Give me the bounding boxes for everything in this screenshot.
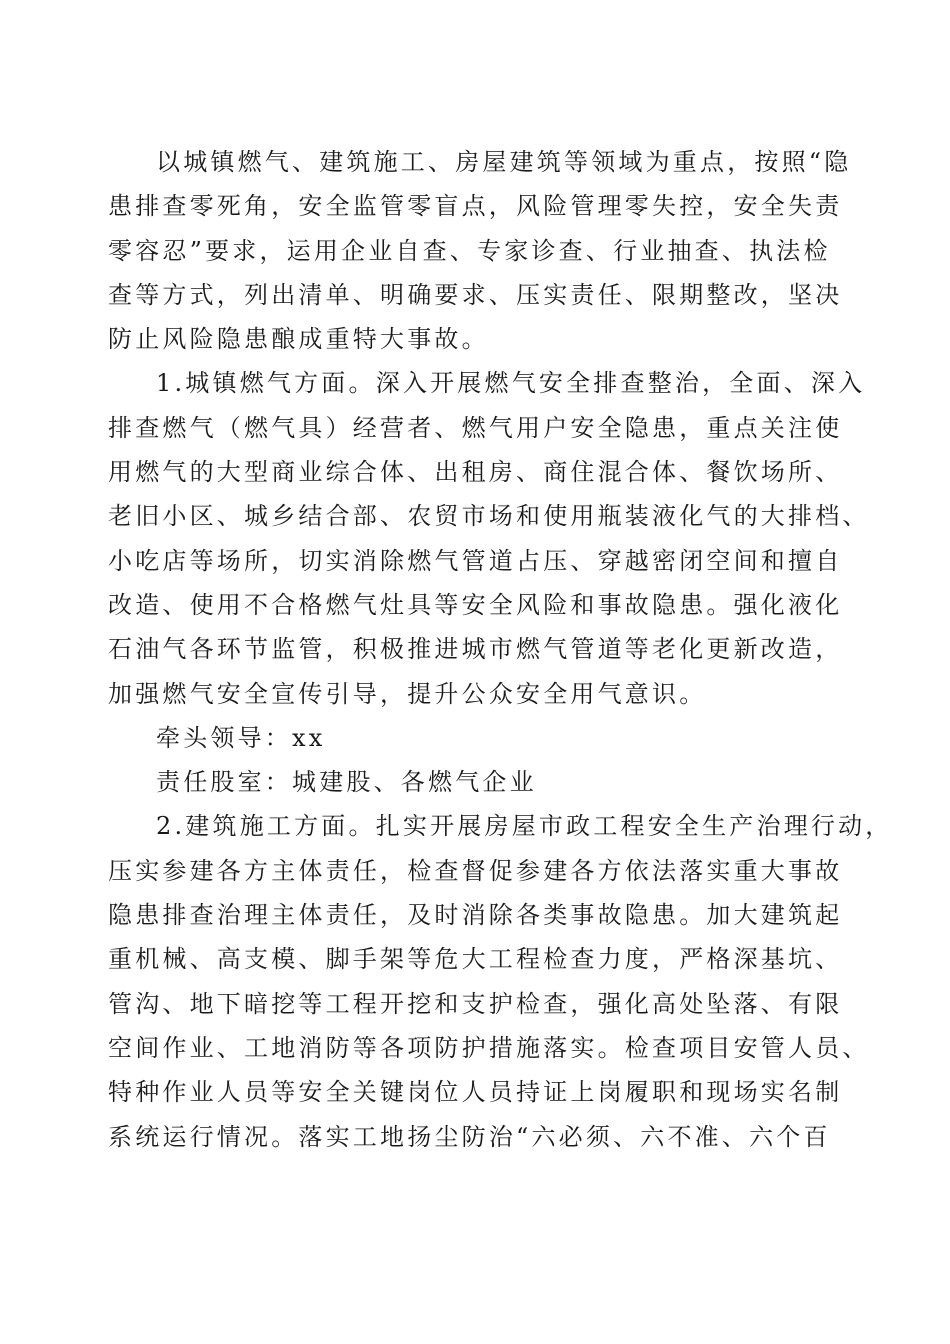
text-line: 重机械、高支模、脚手架等危大工程检查力度，严格深基坑、 xyxy=(108,945,843,974)
text-line: 1.城镇燃气方面。深入开展燃气安全排查整治，全面、深入 xyxy=(156,369,866,398)
text-line: 以城镇燃气、建筑施工、房屋建筑等领域为重点，按照“隐 xyxy=(156,148,852,176)
text-line: 患排查零死角，安全监管零盲点，风险管理零失控，安全失责 xyxy=(108,192,843,221)
text-line: 小吃店等场所，切实消除燃气管道占压、穿越密闭空间和擅自 xyxy=(108,546,843,575)
text-line: 石油气各环节监管，积极推进城市燃气管道等老化更新改造， xyxy=(108,635,843,664)
text-line: 改造、使用不合格燃气灶具等安全风险和事故隐患。强化液化 xyxy=(108,590,843,619)
text-line: 空间作业、工地消防等各项防护措施落实。检查项目安管人员、 xyxy=(108,1033,870,1062)
section-construction-paragraph xyxy=(108,804,893,1158)
text-line: 特种作业人员等安全关键岗位人员持证上岗履职和现场实名制 xyxy=(108,1078,843,1107)
text-line: 2.建筑施工方面。扎实开展房屋市政工程安全生产治理行动， xyxy=(156,812,893,841)
text-line: 系统运行情况。落实工地扬尘防治“六必须、六不准、六个百 xyxy=(108,1122,831,1151)
text-line: 管沟、地下暗挖等工程开挖和支护检查，强化高处坠落、有限 xyxy=(108,989,843,1018)
text-line: 查等方式，列出清单、明确要求、压实责任、限期整改，坚决 xyxy=(108,280,843,309)
section-gas-paragraph xyxy=(108,361,870,715)
section-gas-leader: 牵头领导：xx xyxy=(156,723,326,752)
text-line: 防止风险隐患酿成重特大事故。 xyxy=(108,325,489,354)
intro-paragraph xyxy=(108,140,852,361)
text-line: 零容忍”要求，运用企业自查、专家诊查、行业抽查、执法检 xyxy=(108,236,831,265)
text-line: 用燃气的大型商业综合体、出租房、商住混合体、餐饮场所、 xyxy=(108,458,843,487)
text-line: 排查燃气（燃气具）经营者、燃气用户安全隐患，重点关注使 xyxy=(108,413,843,442)
text-line: 隐患排查治理主体责任，及时消除各类事故隐患。加大建筑起 xyxy=(108,901,843,930)
document-body xyxy=(108,140,893,1159)
text-line: 压实参建各方主体责任，检查督促参建各方依法落实重大事故 xyxy=(108,856,843,885)
text-line: 加强燃气安全宣传引导，提升公众安全用气意识。 xyxy=(108,679,707,708)
text-line: 老旧小区、城乡结合部、农贸市场和使用瓶装液化气的大排档、 xyxy=(108,502,870,531)
section-gas-department: 责任股室：城建股、各燃气企业 xyxy=(156,768,537,797)
